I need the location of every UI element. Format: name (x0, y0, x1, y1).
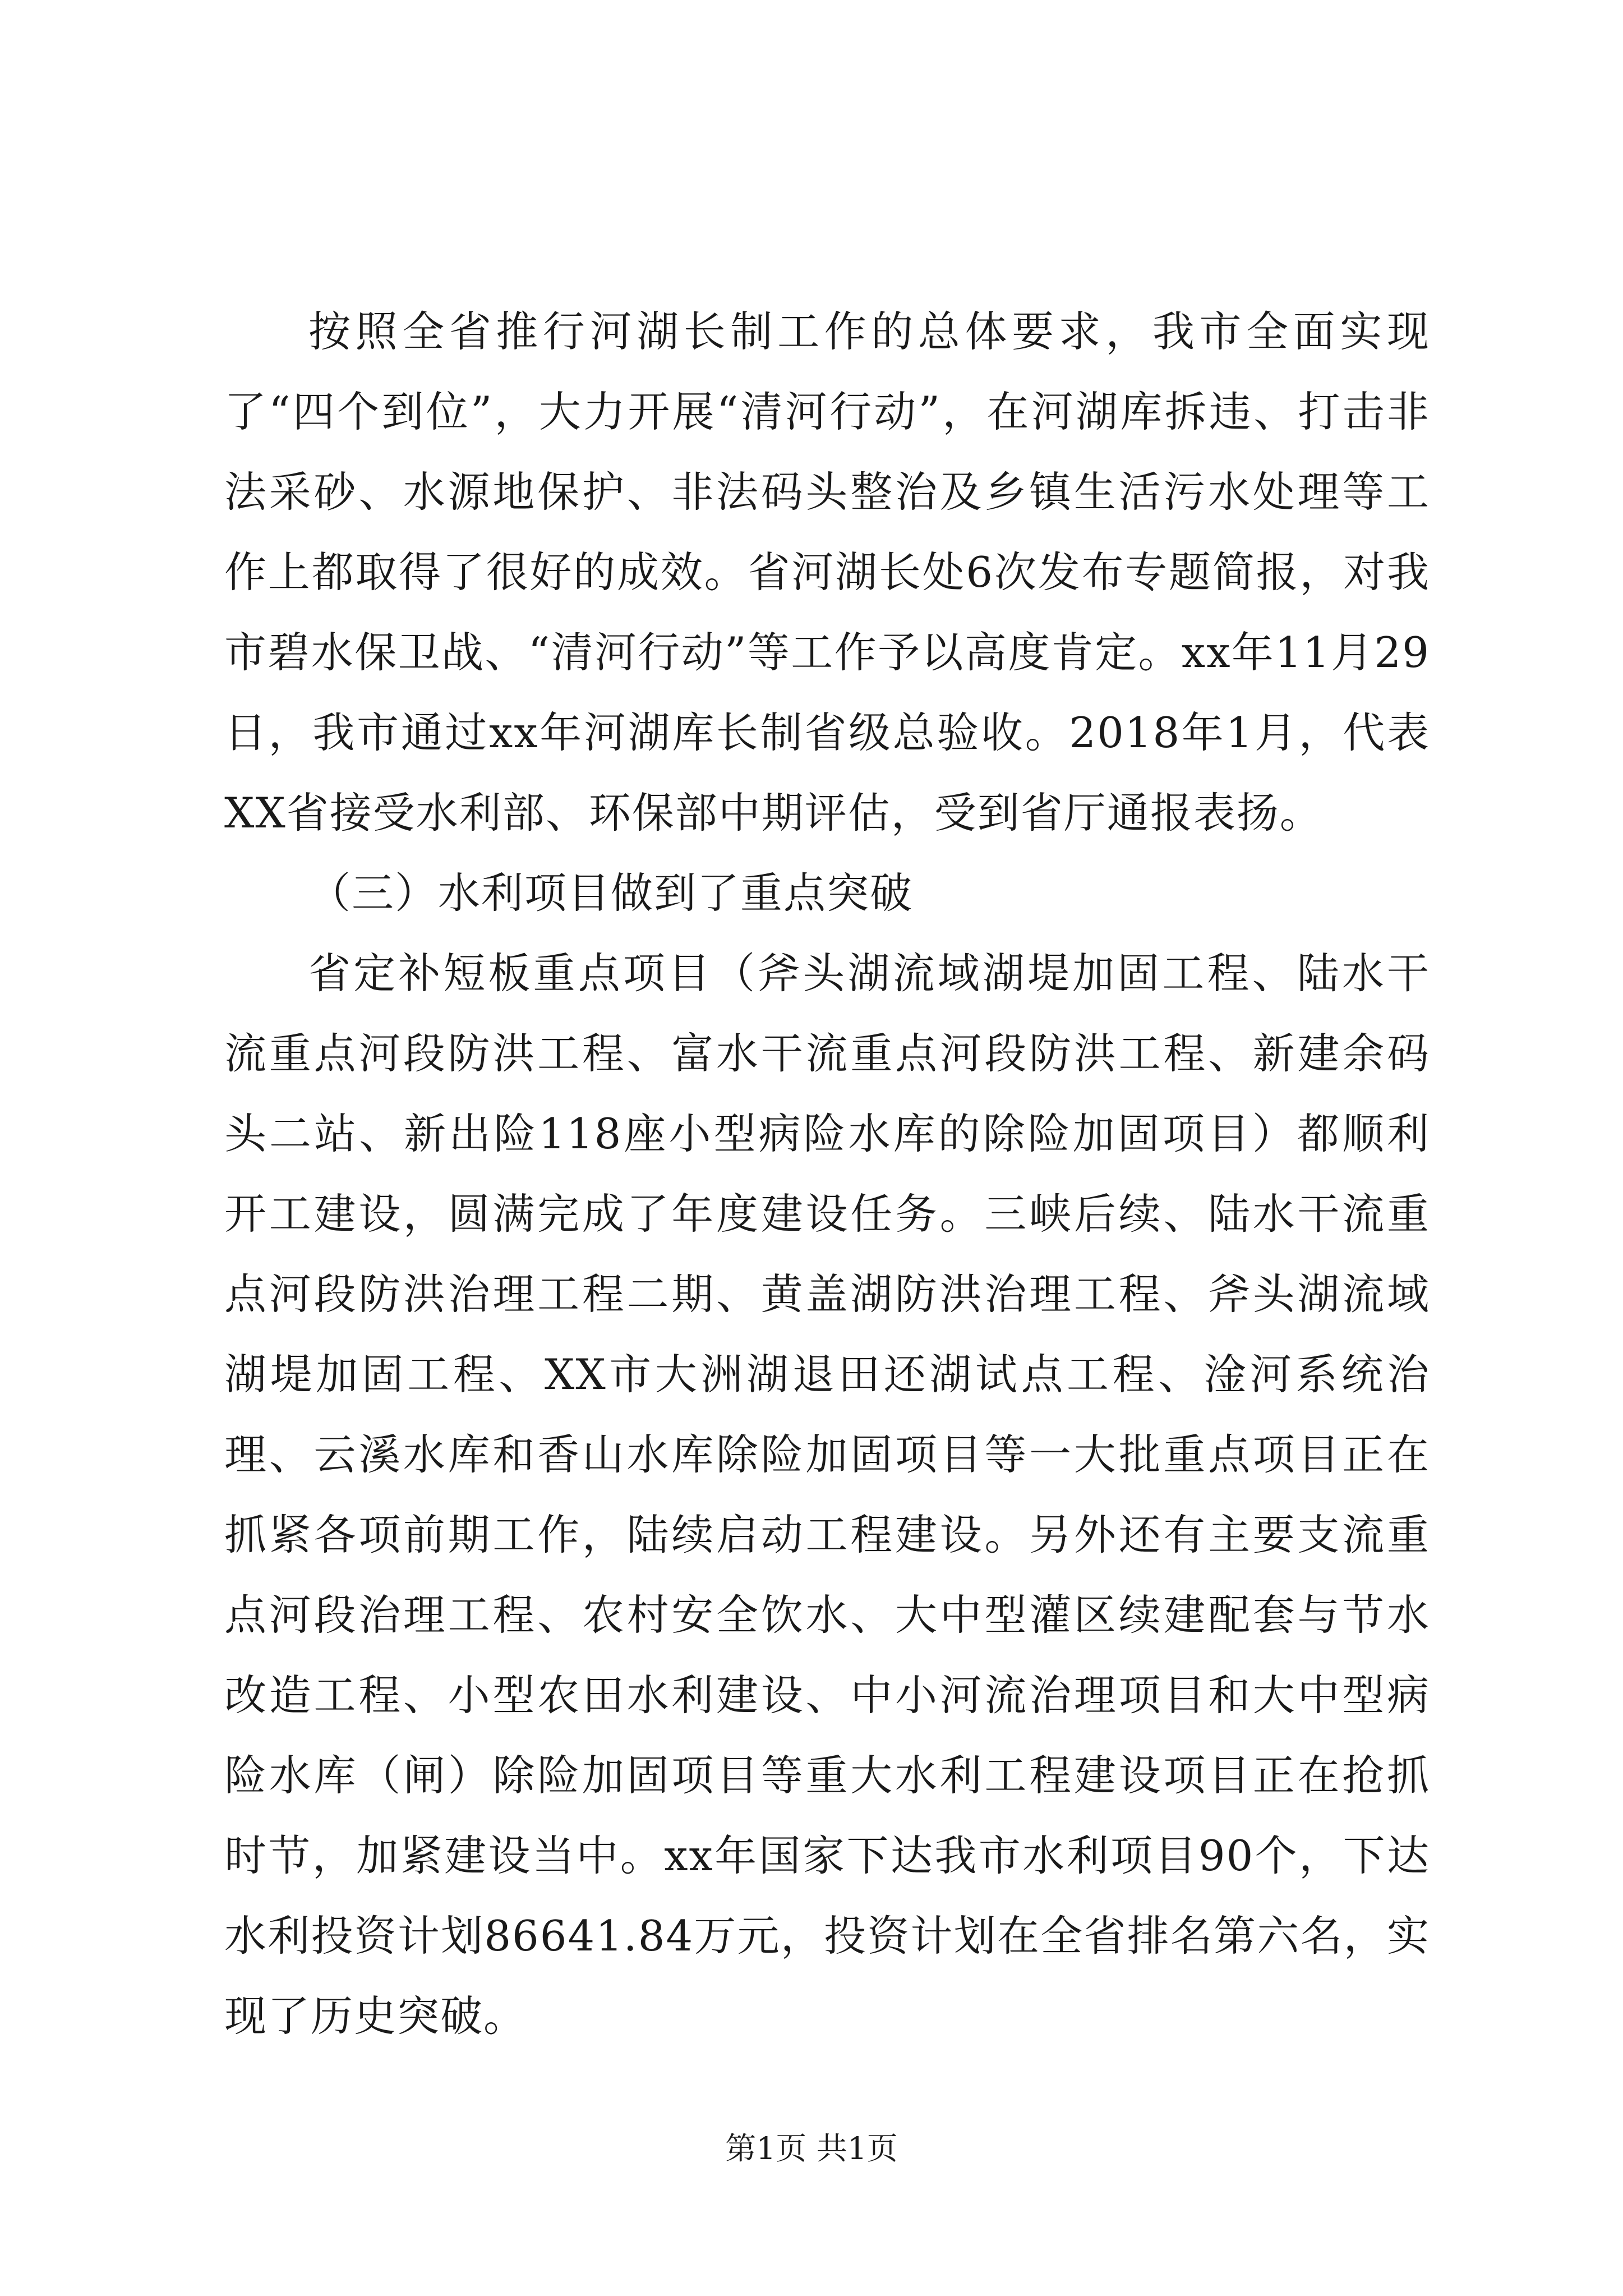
section-heading-water-projects: （三）水利项目做到了重点突破 (308, 868, 914, 918)
page-footer: 第1页 共1页 (725, 2131, 898, 2166)
document-body (224, 292, 1430, 2056)
paragraph-river-lake-chief: 按照全省推行河湖长制工作的总体要求，我市全面实现了“四个到位”，大力开展“清河行动”，在河湖库拆违、打击非法采砂、水源地保护、非法码头整治及乡镇生活污水处理等工作上都取得了很好的成效。省河湖长处6次发布专题简报，对我市碧水保卫战、“清河行动”等工作予以高度肯定。xx年11月29日，我市通过xx年河湖库长制省级总验收。2018年1月，代表XX省接受水利部、环保部中期评估，受到省厅通报表扬。 (224, 307, 1430, 838)
paragraph-key-projects: 省定补短板重点项目（斧头湖流域湖堤加固工程、陆水干流重点河段防洪工程、富水干流重点河段防洪工程、新建余码头二站、新出险118座小型病险水库的除险加固项目）都顺利开工建设，圆满完成了年度建设任务。三峡后续、陆水干流重点河段防洪治理工程二期、黄盖湖防洪治理工程、斧头湖流域湖堤加固工程、XX市大洲湖退田还湖试点工程、淦河系统治理、云溪水库和香山水库除险加固项目等一大批重点项目正在抓紧各项前期工作，陆续启动工程建设。另外还有主要支流重点河段治理工程、农村安全饮水、大中型灌区续建配套与节水改造工程、小型农田水利建设、中小河流治理项目和大中型病险水库（闸）除险加固项目等重大水利工程建设项目正在抢抓时节，加紧建设当中。xx年国家下达我市水利项目90个，下达水利投资计划86641.84万元，投资计划在全省排名第六名，实现了历史突破。 (224, 949, 1430, 2041)
